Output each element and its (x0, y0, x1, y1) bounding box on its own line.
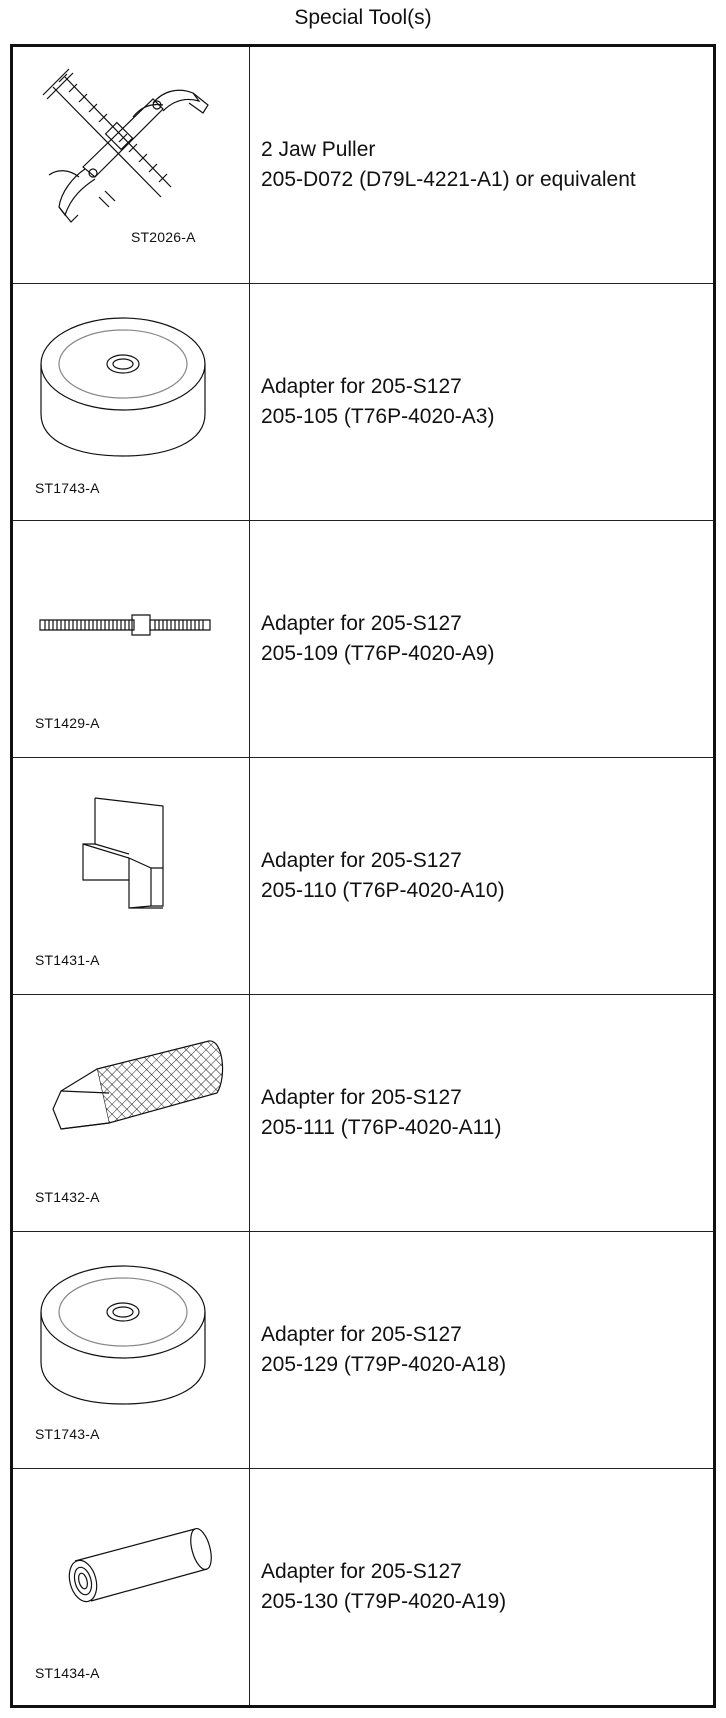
tool-number: 205-D072 (D79L-4221-A1) or equivalent (261, 168, 636, 191)
tool-name: Adapter for 205-S127 (261, 612, 462, 635)
tool-row (13, 995, 713, 1232)
tool-number: 205-130 (T79P-4020-A19) (261, 1590, 507, 1613)
tool-name: Adapter for 205-S127 (261, 1086, 462, 1109)
tool-number: 205-105 (T76P-4020-A3) (261, 405, 495, 428)
tool-code: ST1434-A (35, 1665, 100, 1681)
tool-code: ST1432-A (35, 1189, 100, 1205)
tool-code: ST1431-A (35, 952, 100, 968)
tool-name: Adapter for 205-S127 (261, 1560, 462, 1583)
tool-row (13, 47, 713, 284)
tool-number: 205-109 (T76P-4020-A9) (261, 642, 495, 665)
tool-name: Adapter for 205-S127 (261, 849, 462, 872)
tool-description (261, 1469, 506, 1705)
special-tools-table (10, 44, 716, 1708)
tool-number: 205-129 (T79P-4020-A18) (261, 1353, 507, 1376)
tool-code: ST2026-A (131, 229, 196, 245)
tool-row (13, 284, 713, 521)
tool-row (13, 1232, 713, 1469)
tool-row (13, 1469, 713, 1705)
tool-code: ST1743-A (35, 480, 100, 496)
tool-description (261, 521, 494, 757)
tool-name: 2 Jaw Puller (261, 138, 376, 161)
tool-row (13, 521, 713, 758)
tool-image-cell (13, 758, 250, 994)
jaw-puller-icon (13, 47, 250, 284)
tool-description (261, 995, 501, 1231)
tool-image-cell (13, 284, 250, 520)
page-title: Special Tool(s) (294, 6, 432, 29)
tool-number: 205-111 (T76P-4020-A11) (261, 1116, 502, 1139)
tool-code: ST1743-A (35, 1426, 100, 1442)
tool-description (261, 47, 636, 283)
tool-image-cell (13, 995, 250, 1231)
tool-row (13, 758, 713, 995)
tool-code: ST1429-A (35, 715, 100, 731)
tool-description (261, 758, 505, 994)
tool-number: 205-110 (T76P-4020-A10) (261, 879, 505, 902)
tool-image-cell (13, 521, 250, 757)
tool-description (261, 284, 494, 520)
tool-name: Adapter for 205-S127 (261, 375, 462, 398)
tool-image-cell (13, 1469, 250, 1705)
tool-image-cell (13, 47, 250, 283)
tool-name: Adapter for 205-S127 (261, 1323, 462, 1346)
tool-image-cell (13, 1232, 250, 1468)
tool-description (261, 1232, 506, 1468)
